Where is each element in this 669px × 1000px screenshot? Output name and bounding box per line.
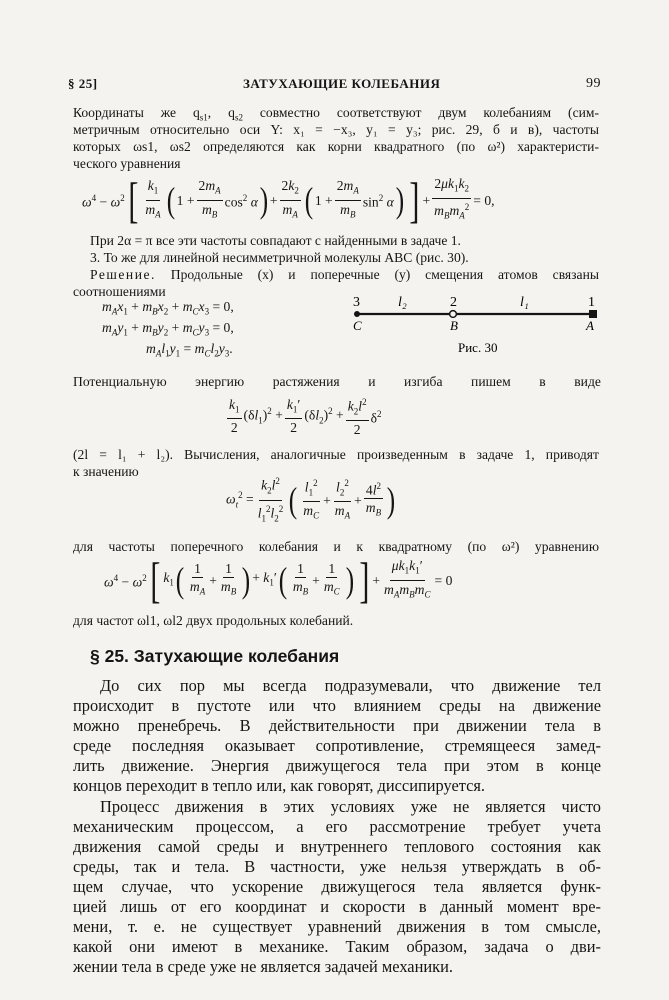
paragraph2-line-3: движения самой среды и внутреннего теплового состояния как [73,837,601,856]
header-title: ЗАТУХАЮЩИЕ КОЛЕБАНИЯ [243,76,441,91]
system-eq-3: $m_Al_1y_1 = m_Cl_2y_3$. [146,341,233,359]
section-heading: § 25. Затухающие колебания [90,646,340,666]
atom-a-marker [589,310,597,318]
segment-label-l2: l₂ [398,295,407,310]
atom-letter-c: C [353,318,362,333]
intro-line-2: метричным относительно оси Y: x₁ = −x₃, y₁ = y₃; рис. 29, б и в), частоты [73,122,599,137]
potential-line-1: Потенциальную энергию растяжения и изгиба пишем в виде [73,374,601,389]
paragraph2-line-1: Процесс движения в этих условиях уже не является чисто [100,797,601,816]
transverse-frequency-formula: $\omega_t^2$ = $\frac{k_2l^2}{l_1^2l_2^2}$ ( $\frac{l_1^2}{m_C}$ + $\frac{l_2^2}{m_A}$ + $\frac{4l^2}{m_B}$ ) [226,472,397,528]
paragraph2-line-5: щем случае, что ускорение движущегося тела является функ- [73,877,601,896]
potential-formula: $\frac{k_1}{2}$ $(\delta l_1)^2$ + $\frac{k_1'}{2}$ $(\delta l_2)^2$ + $\frac{k_2l^2}{2}$ $\delta^2$ [225,394,381,438]
intro-line-3: которых ωs1, ωs2 определяются как корни квадратного (по ω²) характеристи- [73,139,599,154]
paragraph1-line-2: происходит в пустоте или что влиянием среды на движение [73,696,601,715]
note-line-1: При 2α = π все эти частоты совпадают с найденными в задаче 1. [90,233,461,248]
paragraph2-line-6: цией лишь от его координат и скорости в данный момент вре- [73,897,601,916]
segment-label-l1: l₁ [520,295,529,310]
paragraph2-line-8: какой они имеют в механике. Таким образом, задача о дви- [73,937,601,956]
atom-letter-b: B [450,318,458,333]
paragraph1-line-4: среде последняя оказывает сопротивление, стремящееся замед- [73,736,601,755]
note-line-2: 3. То же для линейной несимметричной молекулы ABC (рис. 30). [90,250,469,265]
header-page-number: 99 [586,76,601,91]
potential-line-4: для частоты поперечного колебания и к квадратному (по ω²) уравнению [73,539,599,554]
system-eq-2: $m_Ay_1 + m_By_2 + m_Cy_3 = 0$, [102,320,234,338]
figure-30 [348,290,603,360]
paragraph2-line-2: механическим процессом, а его рассмотрение требует учета [73,817,601,836]
note-line-4: соотношениями [73,284,166,299]
node-label-3: 3 [353,295,360,310]
paragraph1-line-1: До сих пор мы всегда подразумевали, что движение тел [100,676,601,695]
figure-caption: Рис. 30 [458,340,498,355]
note-line-3: Решение. Продольные (x) и поперечные (y) смещения атомов связаны [90,267,599,282]
paragraph2-line-9: жении тела в среде уже не является задачей механики. [73,957,453,976]
characteristic-equation: $\omega^4 - \omega^2$ [ $\frac{k_1}{m_A}$ ( 1 + $\frac{2m_A}{m_B}$ $\cos^2 \alpha$ ) + $\frac{2k_2}{m_A}$ ( 1 + $\frac{2m_A}{m_B}$ $\sin^2 \alpha$ ) ] + $\frac{2\mu k_1k_2}{m_Bm_A^2}$ = 0, [82,172,495,228]
intro-line-4: ческого уравнения [73,156,181,171]
atom-letter-a: A [586,318,594,333]
intro-line-1: Координаты же $q_{s1}$, $q_{s2}$ совместно соответствуют двум колебаниям (сим- [73,105,600,123]
paragraph1-line-3: можно пренебречь. В действительности при движении тела в [73,716,601,735]
paragraph1-line-5: лить движение. Энергия движущегося тела при этом в конце [73,756,601,775]
potential-line-5: для частот ωl1, ωl2 двух продольных колебаний. [73,613,354,628]
paragraph2-line-7: мени, т. е. не существует уравнений движения в том смысле, [73,917,601,936]
atom-c-marker [354,311,360,317]
paragraph2-line-4: среды, так и тела. В частности, уже нельзя утверждать в об- [73,857,601,876]
potential-line-2: (2l = l₁ + l₂). Вычисления, аналогичные произведенным в задаче 1, приводят [73,447,599,462]
atom-b-marker [450,311,457,318]
node-label-2: 2 [450,295,457,310]
paragraph1-line-6: концов переходит в тепло или, как говорят, диссипируется. [73,776,486,795]
system-eq-1: $m_Ax_1 + m_Bx_2 + m_Cx_3 = 0$, [102,299,234,317]
node-label-1: 1 [588,295,595,310]
longitudinal-equation: $\omega^4 - \omega^2$ [ $k_1$ ( $\frac{1}{m_A}$ + $\frac{1}{m_B}$ ) + $k_1'$ ( $\frac{1}{m_B}$ + $\frac{1}{m_C}$ ) ] + $\frac{\mu k_1k_1'}{m_Am_Bm_C}$ = 0 [104,552,453,608]
potential-line-3: к значению [73,464,139,479]
header-section-mark: § 25] [68,76,98,91]
